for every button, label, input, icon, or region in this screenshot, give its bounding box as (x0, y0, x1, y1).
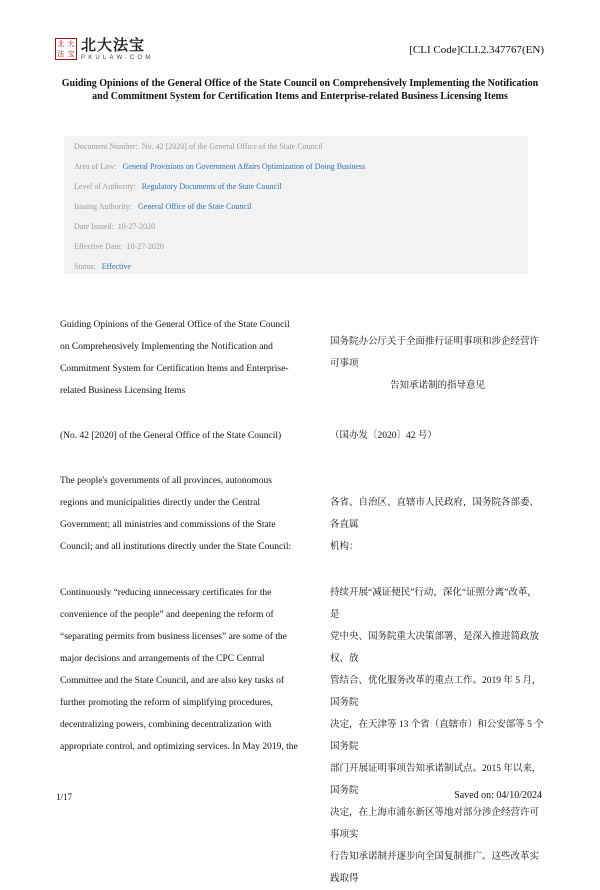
meta-label: Status: (74, 262, 96, 271)
meta-area-of-law (74, 162, 528, 182)
meta-label: Level of Authority: (74, 182, 136, 191)
meta-label: Issuing Authority: (74, 202, 133, 211)
logo-text-cn: 北大法宝 (81, 38, 146, 54)
text-line: 机构： (330, 542, 359, 552)
text-line: The people's governments of all provinces, autonomous (60, 476, 272, 486)
logo-seal (55, 38, 77, 60)
text-line: Government; all ministries and commissions of the State (60, 520, 276, 530)
seal-char: 大 (67, 40, 75, 48)
meta-label: Area of Law: (74, 162, 117, 171)
text-line: “separating permits from business licenses” are some of the (60, 632, 287, 642)
meta-document-number (74, 142, 528, 162)
title-line: and Commitment System for Certification Items and Enterprise-related Business Licensing Items (92, 91, 508, 102)
title-line: Guiding Opinions of the General Office of the State Council on Comprehensively Implementing the Notification (61, 78, 539, 89)
en-paragraph-docno (60, 425, 320, 447)
text-line: related Business Licensing Items (60, 386, 186, 396)
text-line: Guiding Opinions of the General Office of the State Council (60, 320, 290, 330)
seal-char: 北 (57, 40, 65, 48)
text-line: decentralizing powers, combining decentralization with (60, 720, 272, 730)
text-line: regions and municipalities directly under the Central (60, 498, 260, 508)
text-line: Committee and the State Council, and are also key tasks of (60, 676, 284, 686)
area-of-law-link[interactable]: General Provisions on Government Affairs Optimization of Doing Business (122, 162, 366, 171)
cn-paragraph-addressees (330, 492, 545, 558)
logo-text-en: PKULAW.COM (81, 55, 154, 61)
text-line: Continuously “reducing unnecessary certificates for the (60, 588, 272, 598)
meta-issuing-authority (74, 202, 528, 222)
cli-code: [CLI Code]CLI.2.347767(EN) (409, 44, 544, 56)
en-paragraph-addressees (60, 470, 320, 558)
saved-date: Saved on: 04/10/2024 (454, 790, 542, 801)
seal-char: 宝 (67, 50, 75, 58)
text-line: Commitment System for Certification Items and Enterprise- (60, 364, 289, 374)
text-line: 国务院办公厅关于全面推行证明事项和涉企经营许可事项 (330, 337, 540, 369)
text-line: convenience of the people” and deepening the reform of (60, 610, 274, 620)
text-line: on Comprehensively Implementing the Notification and (60, 342, 273, 352)
meta-level-of-authority (74, 182, 528, 202)
meta-date-issued (74, 222, 528, 242)
en-paragraph-body (60, 582, 320, 758)
text-line: 持续开展“减证便民”行动，深化“证照分离”改革，是 (330, 588, 537, 620)
text-line: 各省、自治区、直辖市人民政府，国务院各部委、各直属 (330, 498, 540, 530)
text-line: appropriate control, and optimizing services. In May 2019, the (60, 742, 298, 752)
meta-value: No. 42 [2020] of the General Office of the State Council (141, 142, 323, 151)
meta-label: Document Number: (74, 142, 138, 151)
en-paragraph-title (60, 314, 320, 402)
meta-label: Effective Date: (74, 242, 123, 251)
issuing-authority-link[interactable]: General Office of the State Council (138, 202, 252, 211)
seal-char: 法 (57, 50, 65, 58)
page-number: 1/17 (56, 792, 73, 802)
meta-value: 10-27-2020 (117, 222, 156, 231)
cn-paragraph-body (330, 582, 545, 890)
text-line: 行告知承诺制并逐步向全国复制推广。这些改革实践取得 (330, 852, 540, 884)
metadata-box (64, 136, 528, 274)
text-line: (No. 42 [2020] of the General Office of the State Council) (60, 431, 282, 441)
level-of-authority-link[interactable]: Regulatory Documents of the State Council (141, 182, 282, 191)
text-line: 决定，在天津等 13 个省（直辖市）和公安部等 5 个国务院 (330, 720, 544, 752)
text-line: 告知承诺制的指导意见 (389, 381, 485, 391)
cn-paragraph-docno (330, 425, 545, 447)
document-title (55, 77, 545, 103)
status-link[interactable]: Effective (101, 262, 131, 271)
text-line: 管结合、优化服务改革的重点工作。2019 年 5 月，国务院 (330, 676, 542, 708)
meta-label: Date Issued: (74, 222, 114, 231)
text-line: 党中央、国务院重大决策部署，是深入推进简政放权、放 (330, 632, 540, 664)
meta-status (74, 262, 528, 282)
pkulaw-logo (55, 38, 153, 64)
text-line: （国办发〔2020〕42 号） (330, 431, 437, 441)
meta-effective-date (74, 242, 528, 262)
cn-paragraph-title (330, 331, 545, 397)
text-line: 决定，在上海市浦东新区等地对部分涉企经营许可事项实 (330, 808, 540, 840)
text-line: further promoting the reform of simplifying procedures, (60, 698, 273, 708)
text-line: major decisions and arrangements of the CPC Central (60, 654, 265, 664)
meta-value: 10-27-2020 (126, 242, 164, 251)
text-line: 部门开展证明事项告知承诺制试点。2015 年以来，国务院 (330, 764, 542, 796)
text-line: Council; and all institutions directly under the State Council: (60, 542, 292, 552)
